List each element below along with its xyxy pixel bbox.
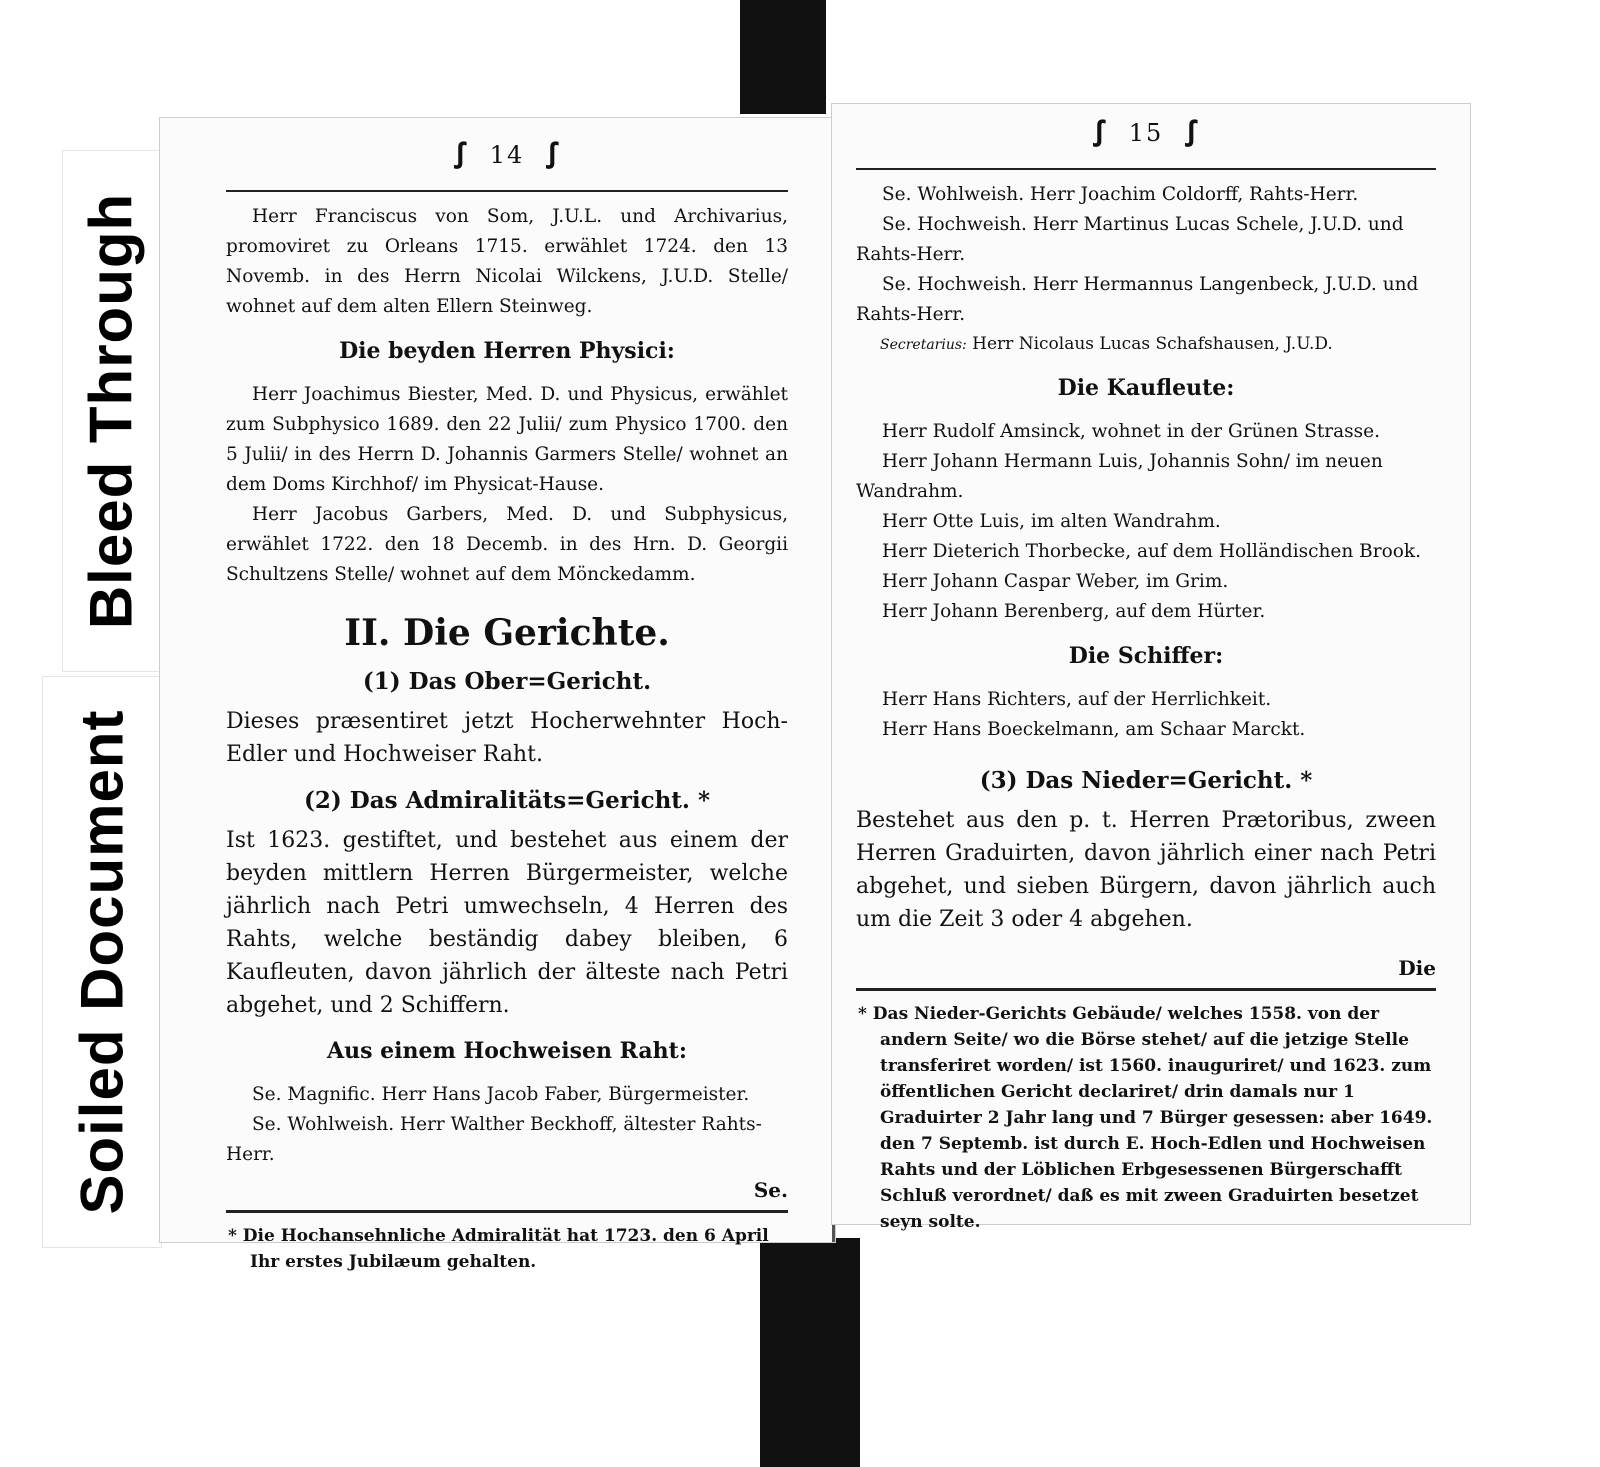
ober-gericht-text: Dieses præsentiret jetzt Hocherwehnter Hoch-Edler und Hochweiser Raht. xyxy=(226,709,788,767)
soiled-document-label xyxy=(42,676,162,1248)
section-heading: II. Die Gerichte. xyxy=(344,612,670,654)
right-page xyxy=(832,104,1470,1232)
page-number: 15 xyxy=(1128,119,1164,147)
secretarius-name: Herr Nicolaus Lucas Schafshausen, J.U.D. xyxy=(972,334,1333,354)
raht-member: Se. Wohlweish. Herr Joachim Coldorff, Rahts-Herr. xyxy=(882,184,1359,205)
admiralitaets-text: Ist 1623. gestiftet, und bestehet aus einem der beyden mittlern Herren Bürgermeister, welche jährlich nach Petri umwechseln, 4 Herren des Rahts, welche beständig dabey bleiben, 6 Kaufleuten, davon jährlich der älteste nach Petri abgehet, und 2 Schiffern. xyxy=(226,828,788,1018)
kaufmann-entry: Herr Otte Luis, im alten Wandrahm. xyxy=(882,511,1221,532)
kaufmann-entry: Herr Rudolf Amsinck, wohnet in der Grünen Strasse. xyxy=(882,421,1380,442)
raht-member: Se. Magnific. Herr Hans Jacob Faber, Bürgermeister. xyxy=(252,1084,750,1105)
kaufmann-entry: Herr Dieterich Thorbecke, auf dem Holländischen Brook. xyxy=(882,541,1421,562)
footnote: * Die Hochansehnliche Admiralität hat 1723. den 6 April Ihr erstes Jubilæum gehalten. xyxy=(228,1226,769,1272)
footnote-rule xyxy=(226,1210,788,1213)
schiffer-heading: Die Schiffer: xyxy=(1068,643,1224,669)
raht-heading: Aus einem Hochweisen Raht: xyxy=(327,1038,687,1064)
ornament-icon: ꭍ xyxy=(1092,115,1108,155)
archivarius-paragraph: Herr Franciscus von Som, J.U.L. und Archivarius, promoviret zu Orleans 1715. erwählet 1724. den 13 Novemb. in des Herrn Nicolai Wilckens, J.U.D. Stelle/ wohnet auf dem alten Ellern Steinweg. xyxy=(226,206,788,317)
right-page-content xyxy=(856,110,1436,1235)
catchword: Se. xyxy=(753,1178,788,1202)
physici-entry: Herr Joachimus Biester, Med. D. und Physicus, erwählet zum Subphysico 1689. den 22 Julii/ zum Physico 1700. den 5 Julii/ in des Herrn D. Johannis Garmers Stelle/ wohnet an dem Doms Kirchhof/ im Physicat-Hause. xyxy=(226,384,788,495)
raht-member: Se. Hochweish. Herr Hermannus Langenbeck, J.U.D. und Rahts-Herr. xyxy=(856,274,1419,325)
raht-member: Se. Hochweish. Herr Martinus Lucas Schele, J.U.D. und Rahts-Herr. xyxy=(856,214,1404,265)
nieder-gericht-text: Bestehet aus den p. t. Herren Prætoribus, zween Herren Graduirten, davon jährlich einer nach Petri abgehet, und sieben Bürgern, davon jährlich auch um die Zeit 3 oder 4 abgehen. xyxy=(856,808,1436,932)
header-rule xyxy=(226,190,788,192)
ornament-icon: ꭍ xyxy=(453,137,469,177)
page-number: 14 xyxy=(489,141,525,169)
admiralitaets-heading: (2) Das Admiralitäts=Gericht. * xyxy=(304,787,710,814)
footnote: * Das Nieder-Gerichts Gebäude/ welches 1558. von der andern Seite/ wo die Börse stehet/ auf die jetzige Stelle transferiret worden/ ist 1560. inauguriret/ und 1623. zum öffentlichen Gericht declariret/ drin damals nur 1 Graduirter 2 Jahr lang und 7 Bürger gesessen: aber 1649. den 7 Septemb. ist durch E. Hoch-Edlen und Hochweisen Rahts und der Löblichen Erbgesessenen Bürgerschafft Schluß verordnet/ daß es mit zween Graduirten besetzet seyn solte. xyxy=(858,1004,1433,1232)
soiled-document-text: Soiled Document xyxy=(68,709,136,1215)
kaufleute-heading: Die Kaufleute: xyxy=(1057,375,1235,401)
schiffer-entry: Herr Hans Richters, auf der Herrlichkeit. xyxy=(882,689,1272,710)
ober-gericht-heading: (1) Das Ober=Gericht. xyxy=(362,668,652,695)
left-page-content xyxy=(226,132,788,1275)
secretarius-line xyxy=(856,330,1436,359)
kaufmann-entry: Herr Johann Caspar Weber, im Grim. xyxy=(882,571,1229,592)
kaufmann-entry: Herr Johann Berenberg, auf dem Hürter. xyxy=(882,601,1266,622)
bleed-through-text: Bleed Through xyxy=(77,192,145,630)
schiffer-entry: Herr Hans Boeckelmann, am Schaar Marckt. xyxy=(882,719,1306,740)
raht-member: Se. Wohlweish. Herr Walther Beckhoff, ältester Rahts-Herr. xyxy=(226,1114,762,1165)
catchword: Die xyxy=(1398,956,1436,980)
ornament-icon: ꭍ xyxy=(545,137,561,177)
binding-strip-top xyxy=(740,0,826,114)
header-rule xyxy=(856,168,1436,170)
kaufmann-entry: Herr Johann Hermann Luis, Johannis Sohn/ im neuen Wandrahm. xyxy=(856,451,1383,502)
footnote-rule xyxy=(856,988,1436,991)
secretarius-label: Secretarius: xyxy=(880,337,967,353)
physici-entry: Herr Jacobus Garbers, Med. D. und Subphysicus, erwählet 1722. den 18 Decemb. in des Hrn. D. Georgii Schultzens Stelle/ wohnet auf dem Mönckedamm. xyxy=(226,504,788,585)
right-page-header xyxy=(856,110,1436,156)
left-page-header xyxy=(226,132,788,178)
physici-heading: Die beyden Herren Physici: xyxy=(339,338,675,364)
left-page xyxy=(160,118,835,1272)
bleed-through-label xyxy=(62,150,160,672)
nieder-gericht-heading: (3) Das Nieder=Gericht. * xyxy=(979,767,1313,794)
ornament-icon: ꭍ xyxy=(1184,115,1200,155)
